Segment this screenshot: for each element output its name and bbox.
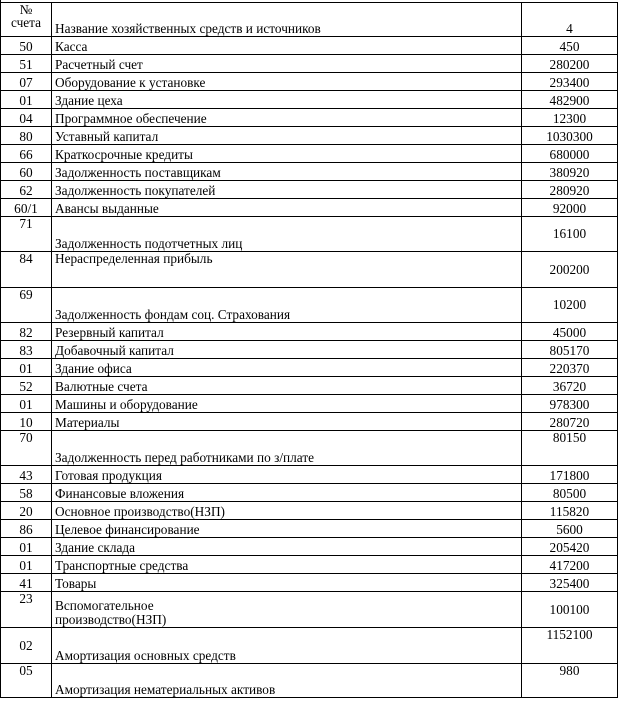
account-number-header bbox=[1, 3, 52, 37]
table-row bbox=[1, 556, 618, 574]
account-name: Краткосрочные кредиты bbox=[52, 145, 522, 163]
account-value: 482900 bbox=[522, 91, 618, 109]
table-row bbox=[1, 574, 618, 592]
table-row bbox=[1, 323, 618, 341]
account-value: 280920 bbox=[522, 181, 618, 199]
table-row bbox=[1, 341, 618, 359]
account-name: Здание офиса bbox=[52, 359, 522, 377]
table-row bbox=[1, 127, 618, 145]
account-value: 978300 bbox=[522, 395, 618, 413]
account-name: Программное обеспечение bbox=[52, 109, 522, 127]
table-row bbox=[1, 252, 618, 288]
account-value: 45000 bbox=[522, 323, 618, 341]
account-value: 1030300 bbox=[522, 127, 618, 145]
account-number: 50 bbox=[1, 37, 52, 55]
account-name: Основное производство(НЗП) bbox=[52, 502, 522, 520]
account-number: 84 bbox=[1, 252, 52, 288]
account-value: 10200 bbox=[522, 288, 618, 323]
account-number: 01 bbox=[1, 538, 52, 556]
table-row bbox=[1, 199, 618, 217]
account-value: 680000 bbox=[522, 145, 618, 163]
account-number: 01 bbox=[1, 556, 52, 574]
account-value: 805170 bbox=[522, 341, 618, 359]
name-header: Название хозяйственных средств и источников bbox=[52, 3, 522, 37]
account-name: Добавочный капитал bbox=[52, 341, 522, 359]
account-name-line: производство(НЗП) bbox=[55, 612, 167, 627]
account-name: Задолженность поставщикам bbox=[52, 163, 522, 181]
table-row bbox=[1, 288, 618, 323]
table-row bbox=[1, 395, 618, 413]
table-row bbox=[1, 55, 618, 73]
account-value: 80150 bbox=[522, 431, 618, 466]
account-value: 205420 bbox=[522, 538, 618, 556]
account-number: 23 bbox=[1, 592, 52, 628]
account-name: Валютные счета bbox=[52, 377, 522, 395]
account-number: 71 bbox=[1, 217, 52, 252]
table-row bbox=[1, 520, 618, 538]
table-row bbox=[1, 145, 618, 163]
account-number: 02 bbox=[1, 628, 52, 664]
account-number: 60/1 bbox=[1, 199, 52, 217]
account-value: 12300 bbox=[522, 109, 618, 127]
account-value: 36720 bbox=[522, 377, 618, 395]
account-name: Задолженность фондам соц. Страхования bbox=[52, 288, 522, 323]
account-number: 52 bbox=[1, 377, 52, 395]
account-value: 280720 bbox=[522, 413, 618, 431]
table-row bbox=[1, 37, 618, 55]
table-row bbox=[1, 217, 618, 252]
account-number: 69 bbox=[1, 288, 52, 323]
account-name bbox=[52, 592, 522, 628]
header-num-sign: № bbox=[19, 2, 33, 17]
account-number: 01 bbox=[1, 395, 52, 413]
accounts-table bbox=[0, 2, 618, 698]
account-name: Оборудование к установке bbox=[52, 73, 522, 91]
account-value: 115820 bbox=[522, 502, 618, 520]
account-name: Уставный капитал bbox=[52, 127, 522, 145]
account-name: Резервный капитал bbox=[52, 323, 522, 341]
account-number: 43 bbox=[1, 466, 52, 484]
table-row bbox=[1, 466, 618, 484]
table-row bbox=[1, 502, 618, 520]
table-row bbox=[1, 181, 618, 199]
account-number: 70 bbox=[1, 431, 52, 466]
account-name: Задолженность подотчетных лиц bbox=[52, 217, 522, 252]
account-value: 80500 bbox=[522, 484, 618, 502]
table-row bbox=[1, 109, 618, 127]
account-number: 66 bbox=[1, 145, 52, 163]
account-name: Транспортные средства bbox=[52, 556, 522, 574]
account-value: 1152100 bbox=[522, 628, 618, 664]
account-number: 86 bbox=[1, 520, 52, 538]
account-value: 100100 bbox=[522, 592, 618, 628]
account-name: Авансы выданные bbox=[52, 199, 522, 217]
account-name: Здание цеха bbox=[52, 91, 522, 109]
table-row bbox=[1, 163, 618, 181]
account-value: 980 bbox=[522, 664, 618, 698]
account-name: Задолженность покупателей bbox=[52, 181, 522, 199]
table-row bbox=[1, 628, 618, 664]
account-value: 280200 bbox=[522, 55, 618, 73]
account-name: Машины и оборудование bbox=[52, 395, 522, 413]
account-name: Расчетный счет bbox=[52, 55, 522, 73]
account-name-line: Вспомогательное bbox=[55, 598, 154, 613]
account-number: 51 bbox=[1, 55, 52, 73]
account-name: Амортизация нематериальных активов bbox=[52, 664, 522, 698]
account-name: Нераспределенная прибыль bbox=[52, 252, 522, 288]
account-number: 60 bbox=[1, 163, 52, 181]
account-number: 62 bbox=[1, 181, 52, 199]
account-number: 82 bbox=[1, 323, 52, 341]
account-value: 5600 bbox=[522, 520, 618, 538]
account-number: 07 bbox=[1, 73, 52, 91]
account-number: 80 bbox=[1, 127, 52, 145]
account-number: 05 bbox=[1, 664, 52, 698]
account-name: Касса bbox=[52, 37, 522, 55]
account-value: 16100 bbox=[522, 217, 618, 252]
account-number: 04 bbox=[1, 109, 52, 127]
account-number: 01 bbox=[1, 91, 52, 109]
account-value: 293400 bbox=[522, 73, 618, 91]
table-header-row bbox=[1, 3, 618, 37]
value-header: 4 bbox=[522, 3, 618, 37]
account-number: 41 bbox=[1, 574, 52, 592]
account-value: 200200 bbox=[522, 252, 618, 288]
account-value: 220370 bbox=[522, 359, 618, 377]
account-value: 325400 bbox=[522, 574, 618, 592]
account-name: Материалы bbox=[52, 413, 522, 431]
table-row bbox=[1, 484, 618, 502]
account-value: 380920 bbox=[522, 163, 618, 181]
header-num-word: счета bbox=[10, 15, 42, 30]
account-name: Готовая продукция bbox=[52, 466, 522, 484]
account-number: 10 bbox=[1, 413, 52, 431]
account-number: 20 bbox=[1, 502, 52, 520]
account-name: Финансовые вложения bbox=[52, 484, 522, 502]
table-row bbox=[1, 91, 618, 109]
account-number: 58 bbox=[1, 484, 52, 502]
account-name: Товары bbox=[52, 574, 522, 592]
table-row bbox=[1, 73, 618, 91]
table-row bbox=[1, 359, 618, 377]
account-number: 83 bbox=[1, 341, 52, 359]
account-value: 171800 bbox=[522, 466, 618, 484]
account-value: 450 bbox=[522, 37, 618, 55]
account-name: Задолженность перед работниками по з/плате bbox=[52, 431, 522, 466]
account-number: 01 bbox=[1, 359, 52, 377]
table-row bbox=[1, 431, 618, 466]
account-name: Целевое финансирование bbox=[52, 520, 522, 538]
table-row bbox=[1, 413, 618, 431]
account-name: Амортизация основных средств bbox=[52, 628, 522, 664]
table-row bbox=[1, 538, 618, 556]
table-row bbox=[1, 377, 618, 395]
table-row bbox=[1, 664, 618, 698]
account-value: 417200 bbox=[522, 556, 618, 574]
table-row bbox=[1, 592, 618, 628]
account-name: Здание склада bbox=[52, 538, 522, 556]
account-value: 92000 bbox=[522, 199, 618, 217]
